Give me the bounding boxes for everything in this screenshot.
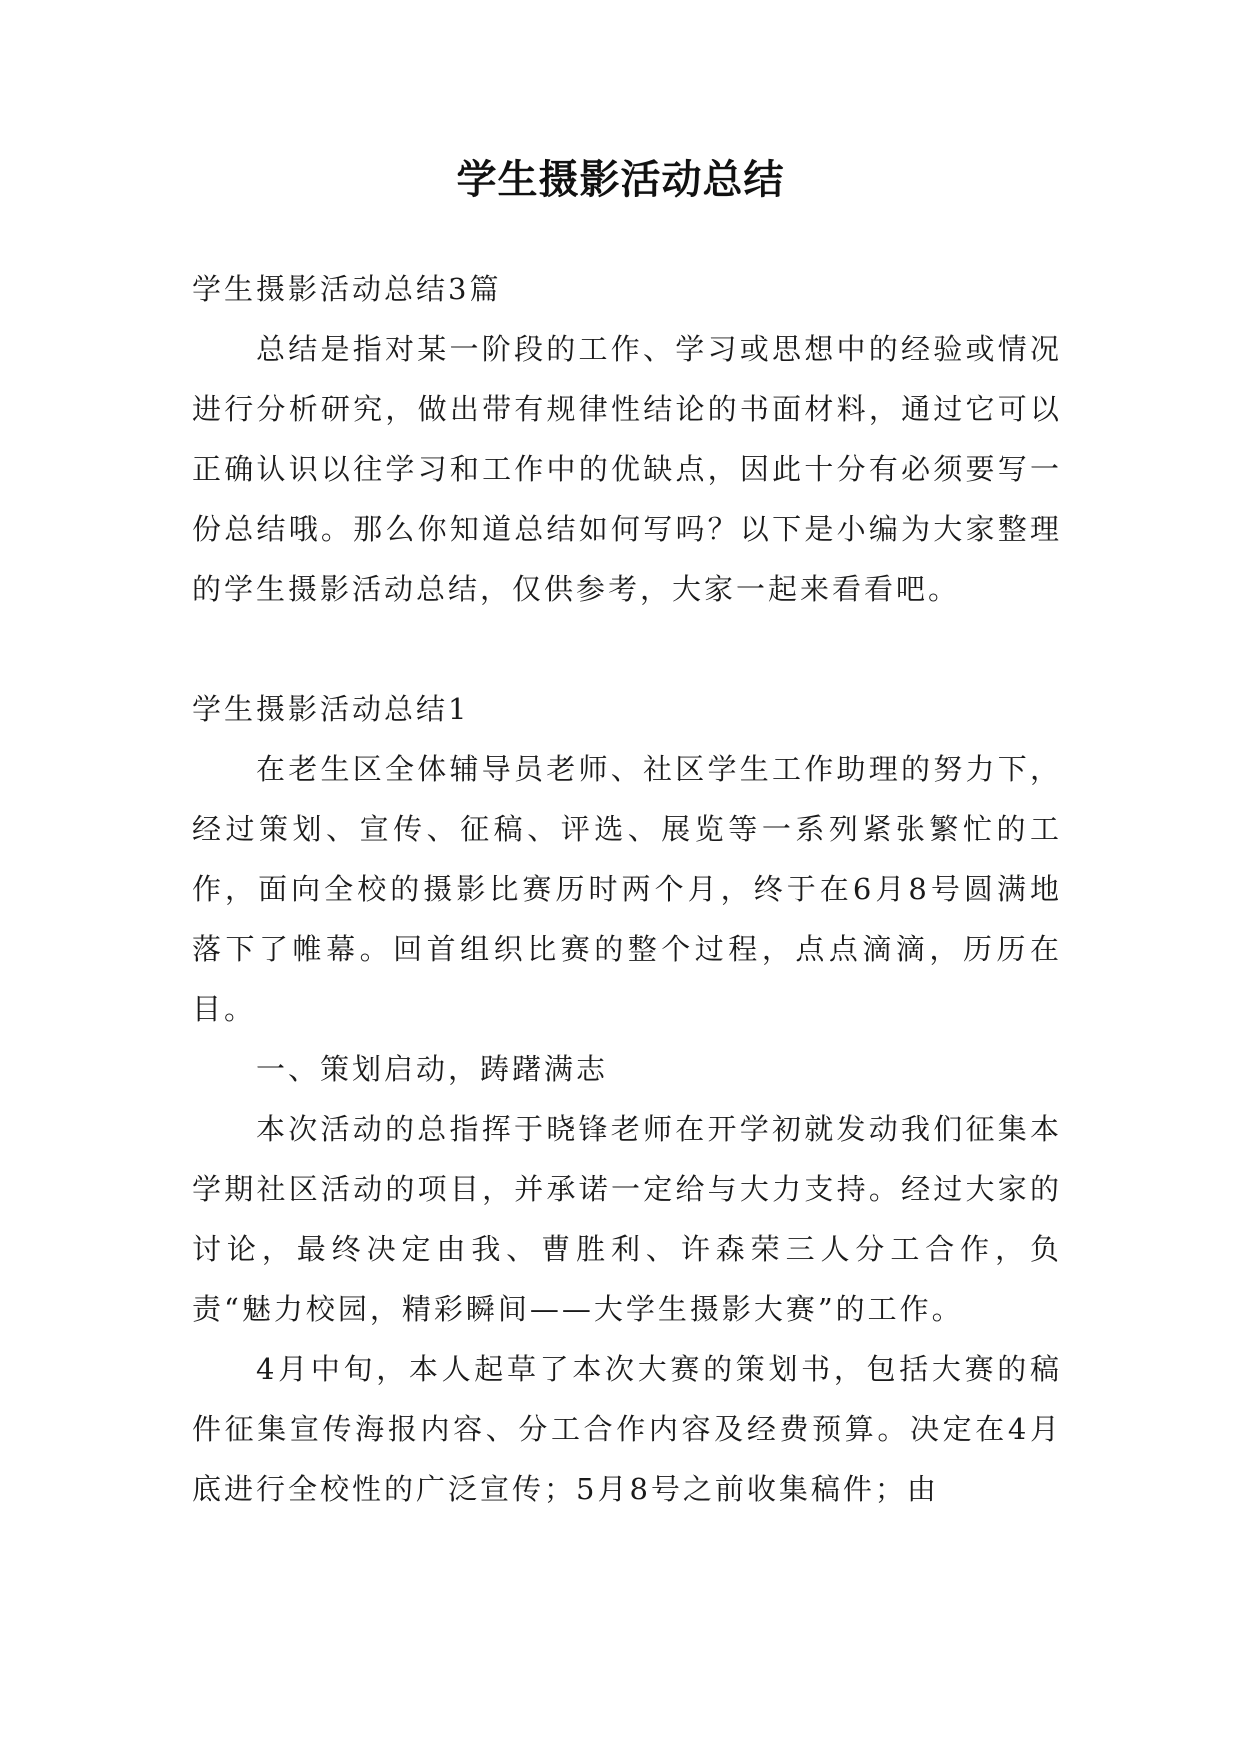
subsection-heading: 一、策划启动，踌躇满志 — [256, 1052, 609, 1086]
body-paragraph: 本次活动的总指挥于晓锋老师在开学初就发动我们征集本学期社区活动的项目，并承诺一定给与大力支持。经过大家的讨论，最终决定由我、曹胜利、许森荣三人分工合作，负责“魅力校园，精彩瞬间——大学生摄影大赛”的工作。 — [192, 1112, 1062, 1326]
section-heading: 学生摄影活动总结1 — [192, 692, 470, 726]
section-heading: 学生摄影活动总结3篇 — [192, 272, 502, 306]
intro-paragraph: 总结是指对某一阶段的工作、学习或思想中的经验或情况进行分析研究，做出带有规律性结论的书面材料，通过它可以正确认识以往学习和工作中的优缺点，因此十分有必须要写一份总结哦。那么你知道总结如何写吗？以下是小编为大家整理的学生摄影活动总结，仅供参考，大家一起来看看吧。 — [192, 332, 1062, 606]
document-body — [192, 259, 1062, 1519]
body-paragraph: 在老生区全体辅导员老师、社区学生工作助理的努力下，经过策划、宣传、征稿、评选、展览等一系列紧张繁忙的工作，面向全校的摄影比赛历时两个月，终于在6月8号圆满地落下了帷幕。回首组织比赛的整个过程，点点滴滴，历历在目。 — [192, 752, 1062, 1026]
document-title: 学生摄影活动总结 — [456, 157, 785, 203]
body-paragraph: 4月中旬，本人起草了本次大赛的策划书，包括大赛的稿件征集宣传海报内容、分工合作内容及经费预算。决定在4月底进行全校性的广泛宣传；5月8号之前收集稿件；由 — [192, 1352, 1062, 1506]
